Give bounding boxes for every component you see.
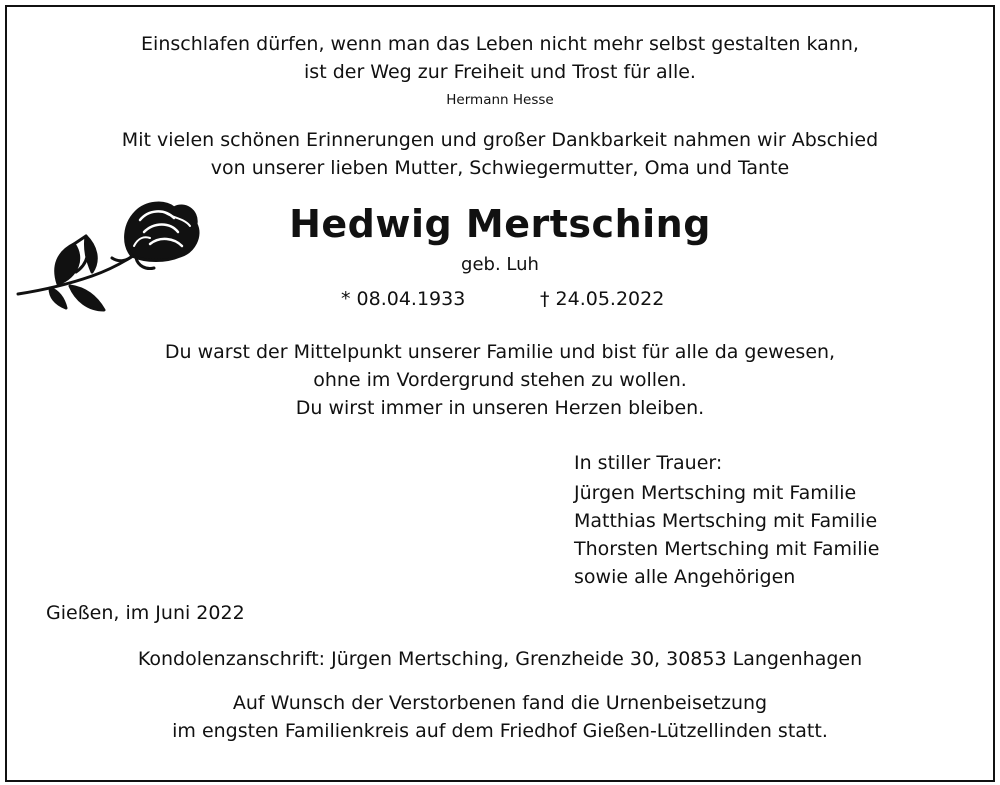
place-date: Gießen, im Juni 2022 xyxy=(46,602,245,624)
quote-author: Hermann Hesse xyxy=(446,92,554,108)
condolence-address: Kondolenzanschrift: Jürgen Mertsching, Grenzheide 30, 30853 Langenhagen xyxy=(137,648,863,670)
quote-line-1: Einschlafen dürfen, wenn man das Leben nicht mehr selbst gestalten kann, xyxy=(141,33,859,55)
tribute-line-2: ohne im Vordergrund stehen zu wollen. xyxy=(313,369,687,391)
mourner-name: Thorsten Mertsching mit Familie xyxy=(574,538,880,560)
burial-line-2: im engsten Familienkreis auf dem Friedhof Gießen-Lützellinden statt. xyxy=(172,720,828,742)
death-date: † 24.05.2022 xyxy=(540,288,665,310)
mourner-name: Matthias Mertsching mit Familie xyxy=(574,510,878,532)
burial-line-1: Auf Wunsch der Verstorbenen fand die Urnenbeisetzung xyxy=(232,692,768,714)
birth-date: * 08.04.1933 xyxy=(341,288,466,310)
maiden-name: geb. Luh xyxy=(461,254,539,275)
tribute-line-1: Du warst der Mittelpunkt unserer Familie und bist für alle da gewesen, xyxy=(164,341,836,363)
mourner-name: sowie alle Angehörigen xyxy=(574,566,796,588)
tribute-line-3: Du wirst immer in unseren Herzen bleiben. xyxy=(295,397,705,419)
intro-line-1: Mit vielen schönen Erinnerungen und großer Dankbarkeit nahmen wir Abschied xyxy=(121,129,879,151)
mourners-heading: In stiller Trauer: xyxy=(574,452,723,474)
mourner-name: Jürgen Mertsching mit Familie xyxy=(574,482,857,504)
deceased-name: Hedwig Mertsching xyxy=(289,202,711,246)
quote-line-2: ist der Weg zur Freiheit und Trost für alle. xyxy=(304,61,696,83)
intro-line-2: von unserer lieben Mutter, Schwiegermutter, Oma und Tante xyxy=(210,157,790,179)
